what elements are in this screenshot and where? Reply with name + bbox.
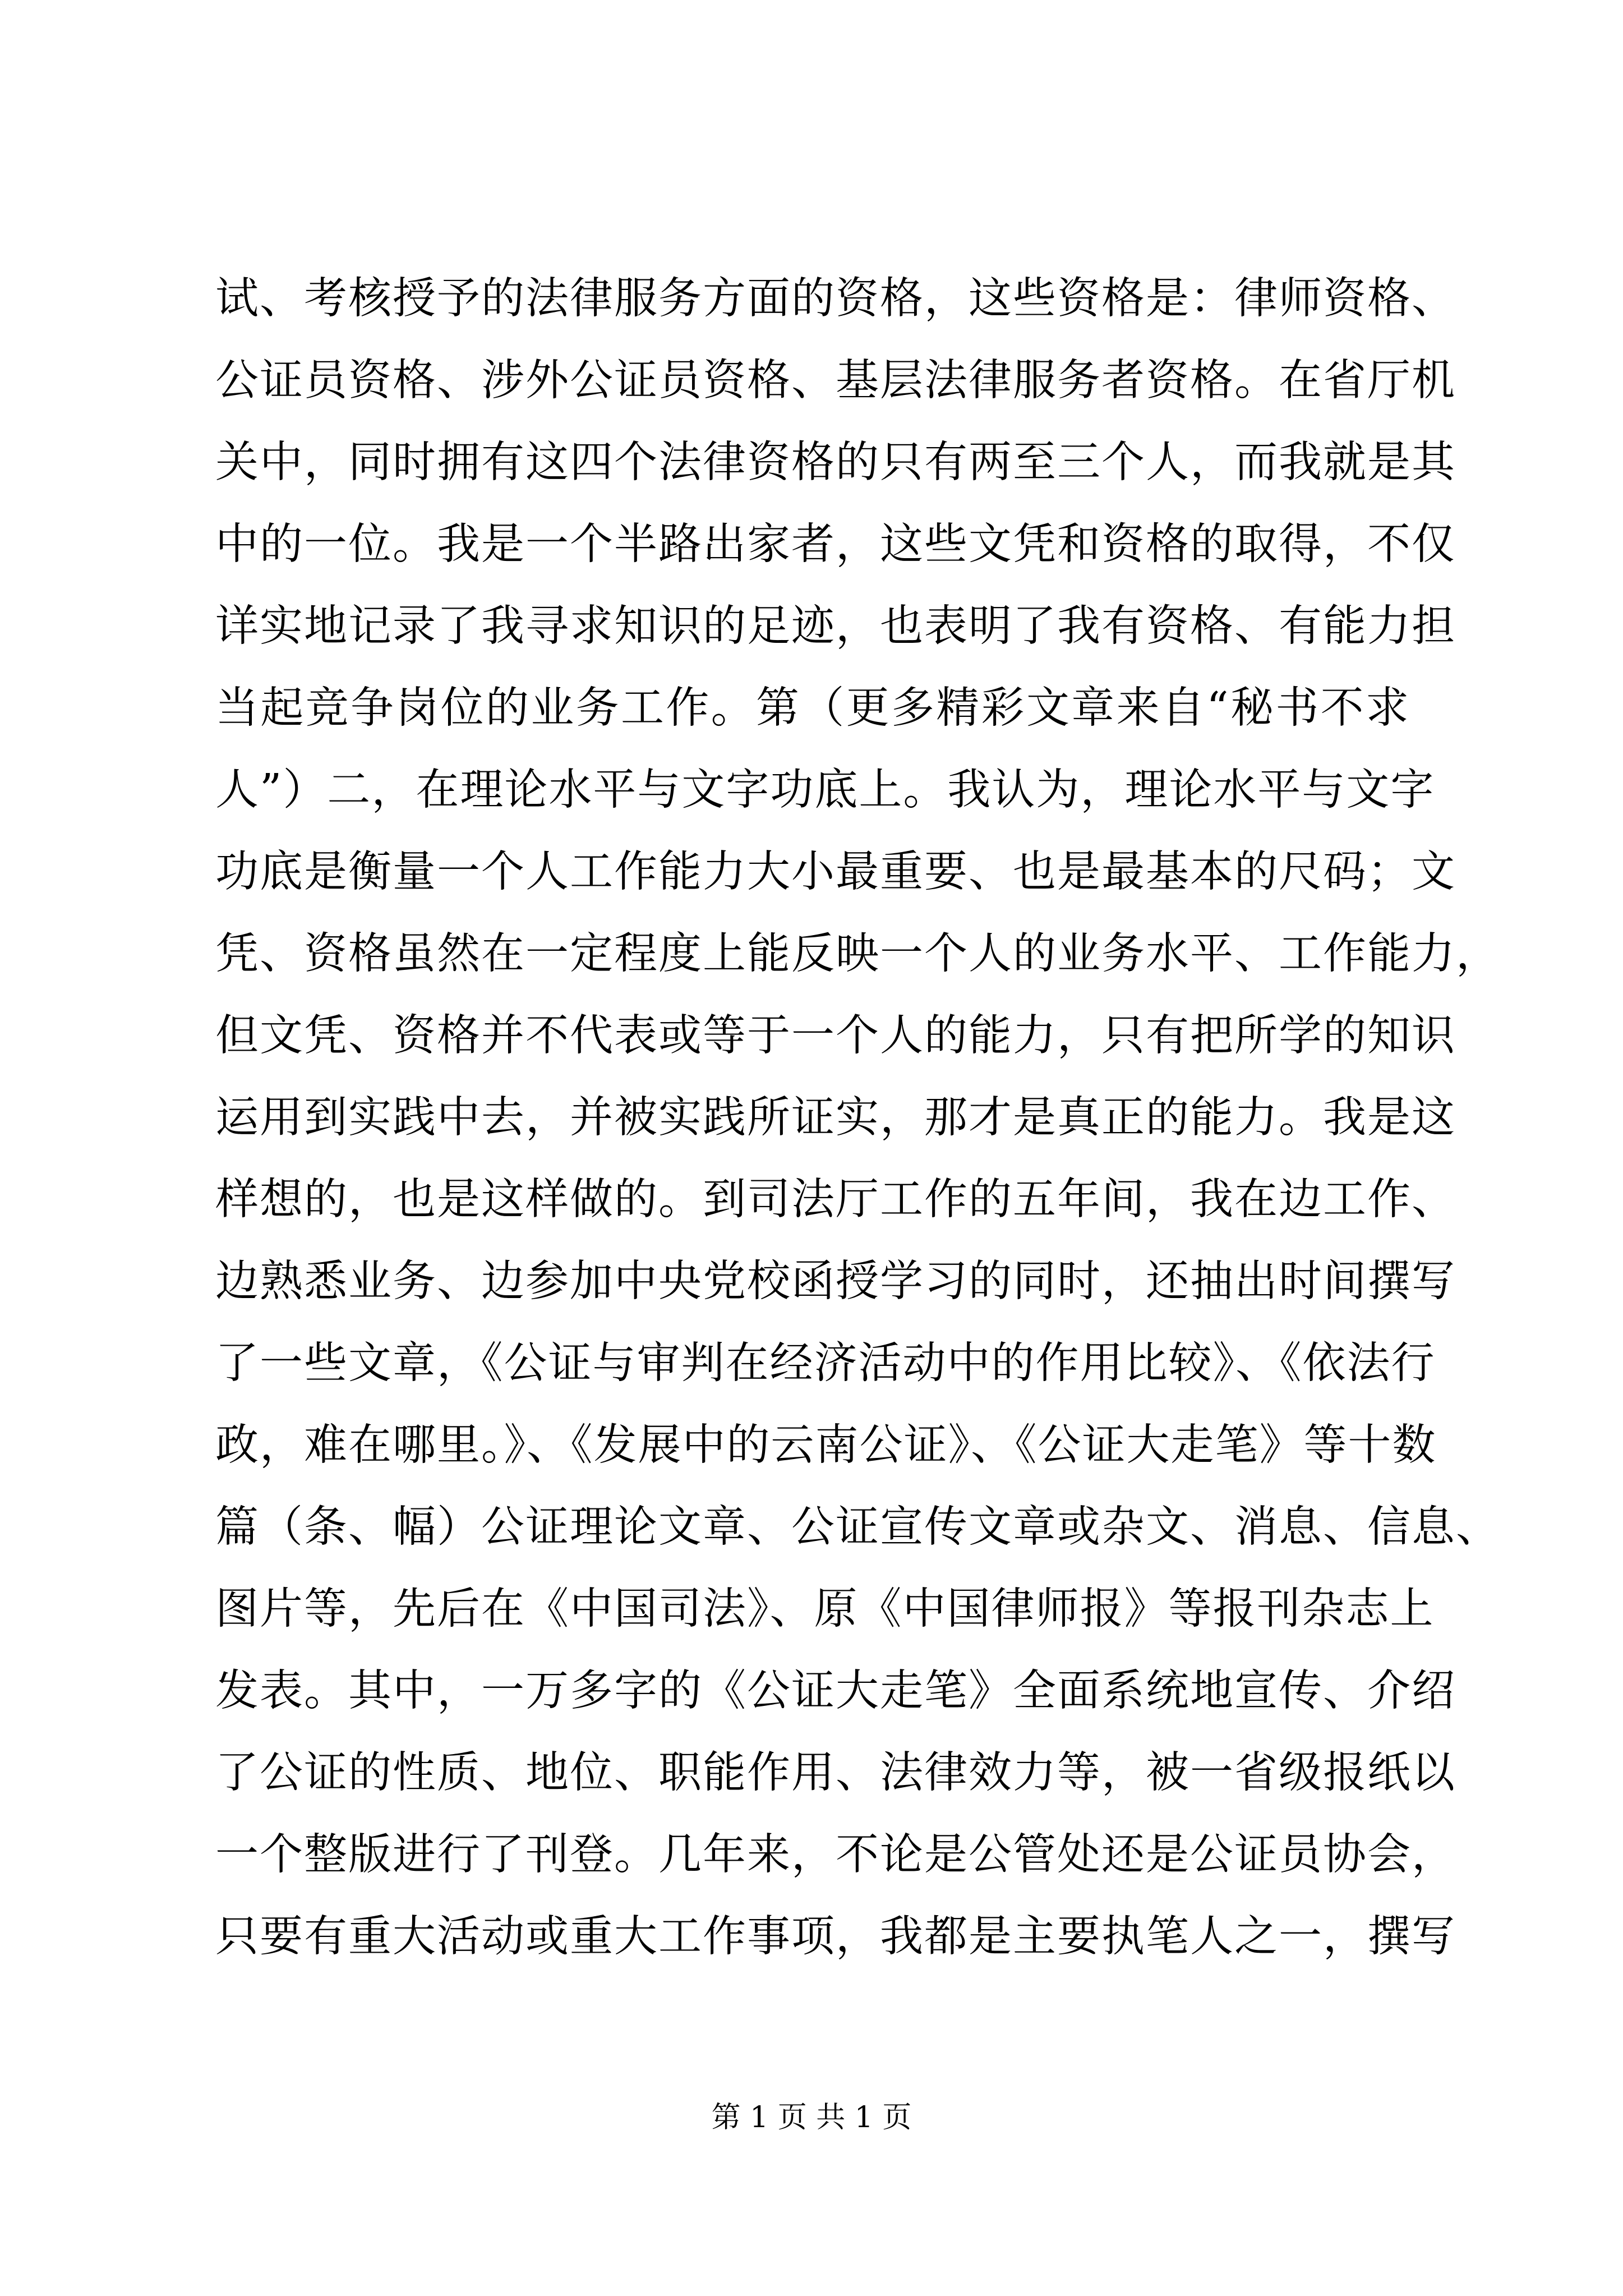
- text-line: 中的一位。我是一个半路出家者，这些文凭和资格的取得，不仅: [215, 519, 1456, 569]
- page-number-footer: 第 1 页 共 1 页: [711, 2101, 912, 2134]
- text-line: 试、考核授予的法律服务方面的资格，这些资格是：律师资格、: [215, 274, 1456, 324]
- text-line: 政，难在哪里。》、《发展中的云南公证》、《公证大走笔》等十数: [215, 1420, 1437, 1470]
- text-line: 公证员资格、涉外公证员资格、基层法律服务者资格。在省厅机: [215, 356, 1456, 406]
- text-line: 但文凭、资格并不代表或等于一个人的能力，只有把所学的知识: [215, 1011, 1456, 1061]
- text-line: 篇（条、幅）公证理论文章、公证宣传文章或杂文、消息、信息、: [215, 1502, 1500, 1552]
- text-line: 了公证的性质、地位、职能作用、法律效力等，被一省级报纸以: [215, 1748, 1456, 1798]
- text-line: 只要有重大活动或重大工作事项，我都是主要执笔人之一，撰写: [215, 1912, 1456, 1962]
- text-line: 发表。其中，一万多字的《公证大走笔》全面系统地宣传、介绍: [215, 1666, 1456, 1716]
- text-line: 样想的，也是这样做的。到司法厅工作的五年间，我在边工作、: [215, 1175, 1456, 1225]
- text-line: 一个整版进行了刊登。几年来，不论是公管处还是公证员协会，: [215, 1830, 1456, 1880]
- text-line: 图片等，先后在《中国司法》、原《中国律师报》等报刊杂志上: [215, 1584, 1435, 1634]
- text-line: 详实地记录了我寻求知识的足迹，也表明了我有资格、有能力担: [215, 601, 1456, 651]
- text-line: 人”）二，在理论水平与文字功底上。我认为，理论水平与文字: [215, 765, 1435, 815]
- text-line: 当起竞争岗位的业务工作。第（更多精彩文章来自“秘书不求: [215, 683, 1410, 733]
- text-line: 功底是衡量一个人工作能力大小最重要、也是最基本的尺码；文: [215, 847, 1456, 897]
- text-line: 凭、资格虽然在一定程度上能反映一个人的业务水平、工作能力，: [215, 929, 1500, 979]
- text-line: 边熟悉业务、边参加中央党校函授学习的同时，还抽出时间撰写: [215, 1257, 1456, 1306]
- body-paragraph: [215, 258, 1500, 1978]
- text-line: 运用到实践中去，并被实践所证实，那才是真正的能力。我是这: [215, 1093, 1456, 1143]
- text-line: 了一些文章，《公证与审判在经济活动中的作用比较》、《依法行: [215, 1338, 1436, 1388]
- text-line: 关中，同时拥有这四个法律资格的只有两至三个人，而我就是其: [215, 438, 1456, 487]
